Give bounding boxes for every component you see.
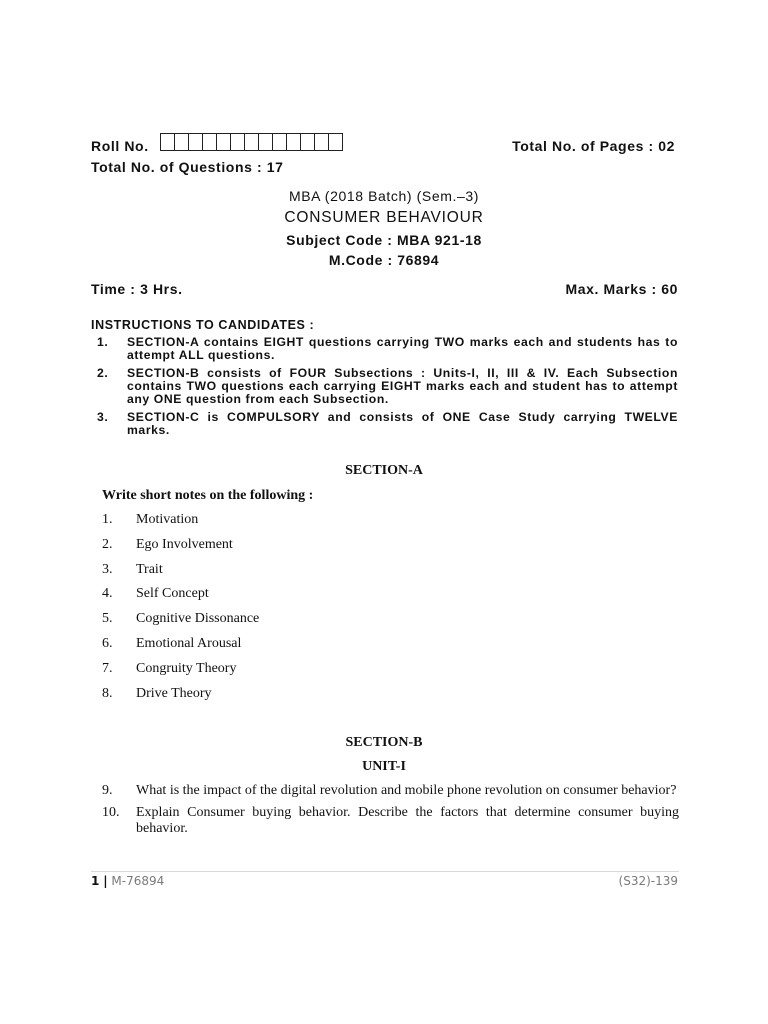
- item-number: 8.: [102, 685, 113, 701]
- max-marks: Max. Marks : 60: [565, 281, 678, 297]
- section-a-prompt: Write short notes on the following :: [102, 488, 314, 503]
- instruction-number: 2.: [97, 366, 109, 380]
- total-pages: Total No. of Pages : 02: [512, 138, 675, 154]
- instruction-number: 3.: [97, 410, 109, 424]
- instruction-number: 1.: [97, 335, 109, 349]
- unit-heading: UNIT-I: [362, 759, 406, 774]
- instruction-item: [91, 336, 678, 362]
- instruction-text: SECTION-A contains EIGHT questions carrying TWO marks each and students has to attempt ALL questions.: [127, 335, 678, 362]
- footer-series-code: (S32)-139: [618, 874, 678, 888]
- roll-number-box: [258, 133, 273, 151]
- item-number: 4.: [102, 586, 113, 602]
- roll-number-box: [328, 133, 343, 151]
- list-item: [102, 636, 259, 661]
- instruction-text: SECTION-C is COMPULSORY and consists of ONE Case Study carrying TWELVE marks.: [127, 410, 678, 437]
- item-number: 7.: [102, 660, 113, 676]
- footer-divider: [91, 871, 679, 872]
- instructions-title: INSTRUCTIONS TO CANDIDATES :: [91, 318, 315, 332]
- footer-page-info: [91, 874, 164, 888]
- list-item: [102, 586, 259, 611]
- exam-time: Time : 3 Hrs.: [91, 281, 183, 297]
- roll-number-box: [202, 133, 217, 151]
- m-code: M.Code : 76894: [328, 252, 440, 268]
- roll-number-box: [314, 133, 329, 151]
- subject-code: Subject Code : MBA 921-18: [286, 232, 482, 248]
- footer-code: M-76894: [111, 874, 165, 888]
- item-text: Cognitive Dissonance: [136, 611, 260, 627]
- roll-number-box: [230, 133, 245, 151]
- batch-semester: MBA (2018 Batch) (Sem.–3): [288, 188, 480, 204]
- instruction-text: SECTION-B consists of FOUR Subsections : Units-I, II, III & IV. Each Subsection contains TWO questions each carrying EIGHT marks each and student has to attempt any ONE question from each Subsection.: [127, 366, 678, 406]
- question-item: [102, 783, 679, 799]
- item-number: 3.: [102, 561, 113, 577]
- page-number: 1: [91, 874, 100, 888]
- item-text: Drive Theory: [136, 685, 212, 701]
- question-text: Explain Consumer buying behavior. Describe the factors that determine consumer buying behavior.: [136, 805, 679, 836]
- footer-separator: |: [103, 874, 108, 888]
- item-text: Self Concept: [136, 586, 209, 602]
- roll-number-boxes: [160, 133, 342, 151]
- roll-number-box: [244, 133, 259, 151]
- item-text: Congruity Theory: [136, 660, 237, 676]
- roll-number-box: [216, 133, 231, 151]
- roll-number-box: [188, 133, 203, 151]
- roll-number-label: Roll No.: [91, 138, 149, 154]
- item-number: 1.: [102, 512, 113, 527]
- total-questions: Total No. of Questions : 17: [91, 159, 284, 175]
- question-number: 9.: [102, 783, 113, 798]
- list-item: [102, 661, 259, 686]
- list-item: [102, 512, 259, 537]
- item-number: 2.: [102, 536, 113, 552]
- item-text: Trait: [136, 561, 163, 577]
- item-text: Ego Involvement: [136, 536, 233, 552]
- roll-number-box: [286, 133, 301, 151]
- instruction-item: [91, 411, 678, 437]
- list-item: [102, 562, 259, 587]
- list-item: [102, 686, 259, 711]
- item-text: Motivation: [136, 512, 199, 527]
- item-number: 6.: [102, 635, 113, 651]
- question-item: [102, 805, 679, 837]
- short-notes-list: [102, 512, 259, 710]
- list-item: [102, 611, 259, 636]
- list-item: [102, 537, 259, 562]
- section-a-heading: SECTION-A: [345, 463, 423, 478]
- course-title: CONSUMER BEHAVIOUR: [284, 209, 484, 226]
- roll-number-box: [272, 133, 287, 151]
- instructions-list: [91, 336, 678, 442]
- item-number: 5.: [102, 611, 113, 627]
- section-b-heading: SECTION-B: [345, 735, 423, 750]
- question-list: [102, 783, 679, 843]
- question-number: 10.: [102, 805, 120, 820]
- instruction-item: [91, 367, 678, 406]
- roll-number-box: [174, 133, 189, 151]
- roll-number-box: [300, 133, 315, 151]
- question-text: What is the impact of the digital revolution and mobile phone revolution on consumer behavior?: [136, 783, 677, 798]
- roll-number-box: [160, 133, 175, 151]
- item-text: Emotional Arousal: [136, 635, 242, 651]
